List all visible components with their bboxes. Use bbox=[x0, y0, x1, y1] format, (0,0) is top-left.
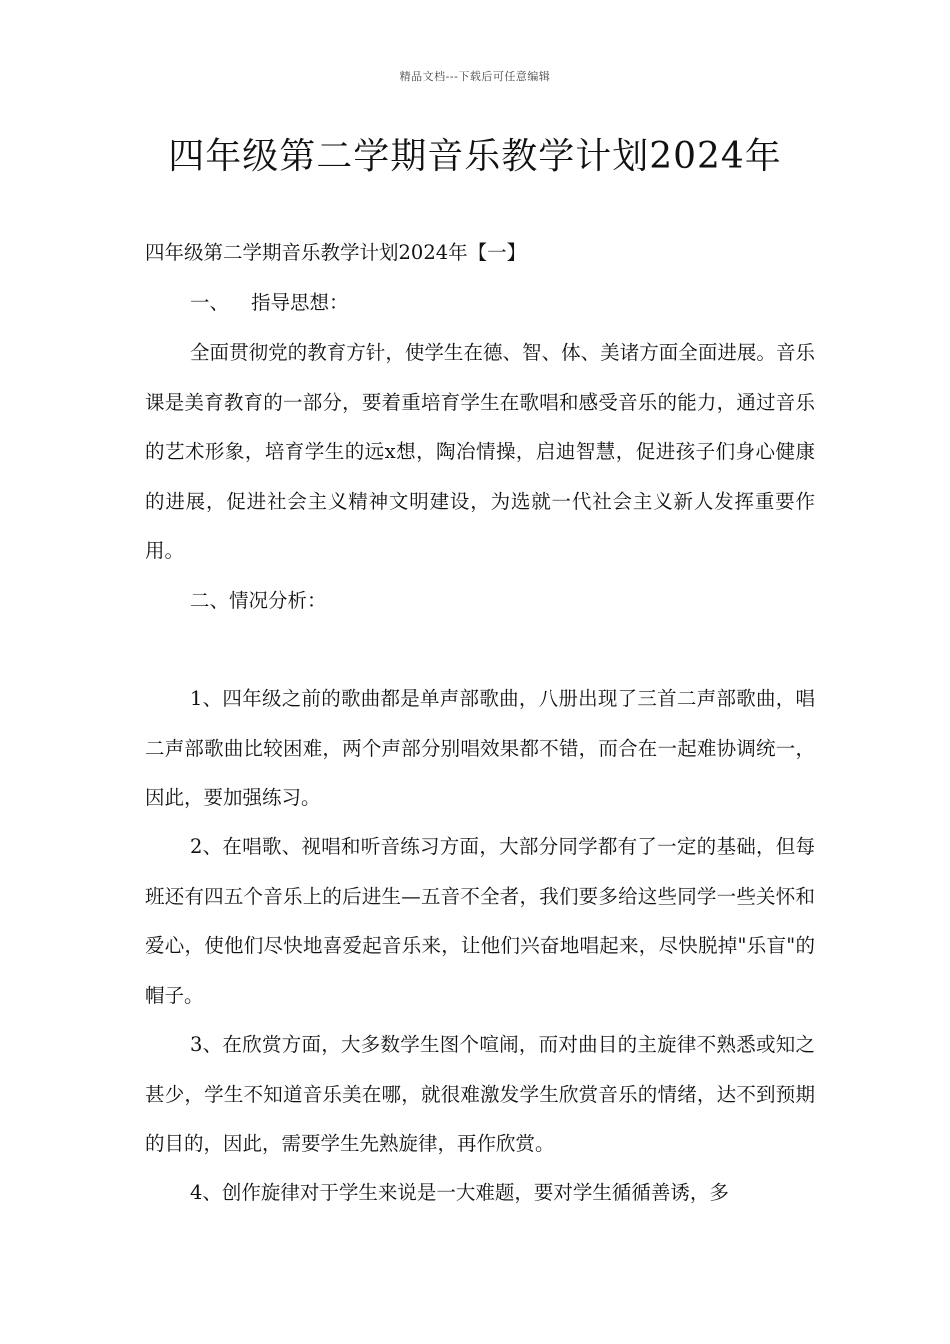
list-item-4 bbox=[145, 1168, 815, 1218]
list-item-text: 4、创作旋律对于学生来说是一大难题，要对学生循循善诱，多 bbox=[190, 1181, 729, 1204]
section-heading-guiding-thought bbox=[190, 278, 349, 328]
section-number: 一、 bbox=[190, 291, 230, 314]
paragraph-guiding-thought bbox=[145, 328, 815, 576]
list-item-3 bbox=[145, 1020, 815, 1169]
paragraph-text: 全面贯彻党的教育方针，使学生在德、智、体、美诸方面全面进展。音乐课是美育教育的一部分，要着重培育学生在歌唱和感受音乐的能力，通过音乐的艺术形象，培育学生的远x想，陶冶情操，启迪智慧，促进孩子们身心健康的进展，促进社会主义精神文明建设，为选就一代社会主义新人发挥重要作用。 bbox=[145, 341, 815, 562]
list-item-2 bbox=[145, 822, 815, 1020]
section-heading-situation-analysis: 二、情况分析： bbox=[190, 589, 327, 612]
document-title: 四年级第二学期音乐教学计划2024年 bbox=[168, 136, 782, 177]
list-item-1 bbox=[145, 674, 815, 823]
list-item-text: 1、四年级之前的歌曲都是单声部歌曲，八册出现了三首二声部歌曲，唱二声部歌曲比较困难，两个声部分别唱效果都不错，而合在一起难协调统一，因此，要加强练习。 bbox=[145, 687, 815, 809]
section-heading-text: 指导思想： bbox=[251, 291, 349, 314]
list-item-text: 2、在唱歌、视唱和听音练习方面，大部分同学都有了一定的基础，但每班还有四五个音乐上的后进生—五音不全者，我们要多给这些同学一些关怀和爱心，使他们尽快地喜爱起音乐来，让他们兴奋地唱起来，尽快脱掉"乐盲"的帽子。 bbox=[145, 835, 815, 1007]
document-subtitle: 四年级第二学期音乐教学计划2024年【一】 bbox=[145, 241, 527, 264]
list-item-text: 3、在欣赏方面，大多数学生图个喧闹，而对曲目的主旋律不熟悉或知之甚少，学生不知道音乐美在哪，就很难激发学生欣赏音乐的情绪，达不到预期的目的，因此，需要学生先熟旋律，再作欣赏。 bbox=[145, 1033, 815, 1155]
header-note: 精品文档---下载后可任意编辑 bbox=[399, 70, 551, 83]
